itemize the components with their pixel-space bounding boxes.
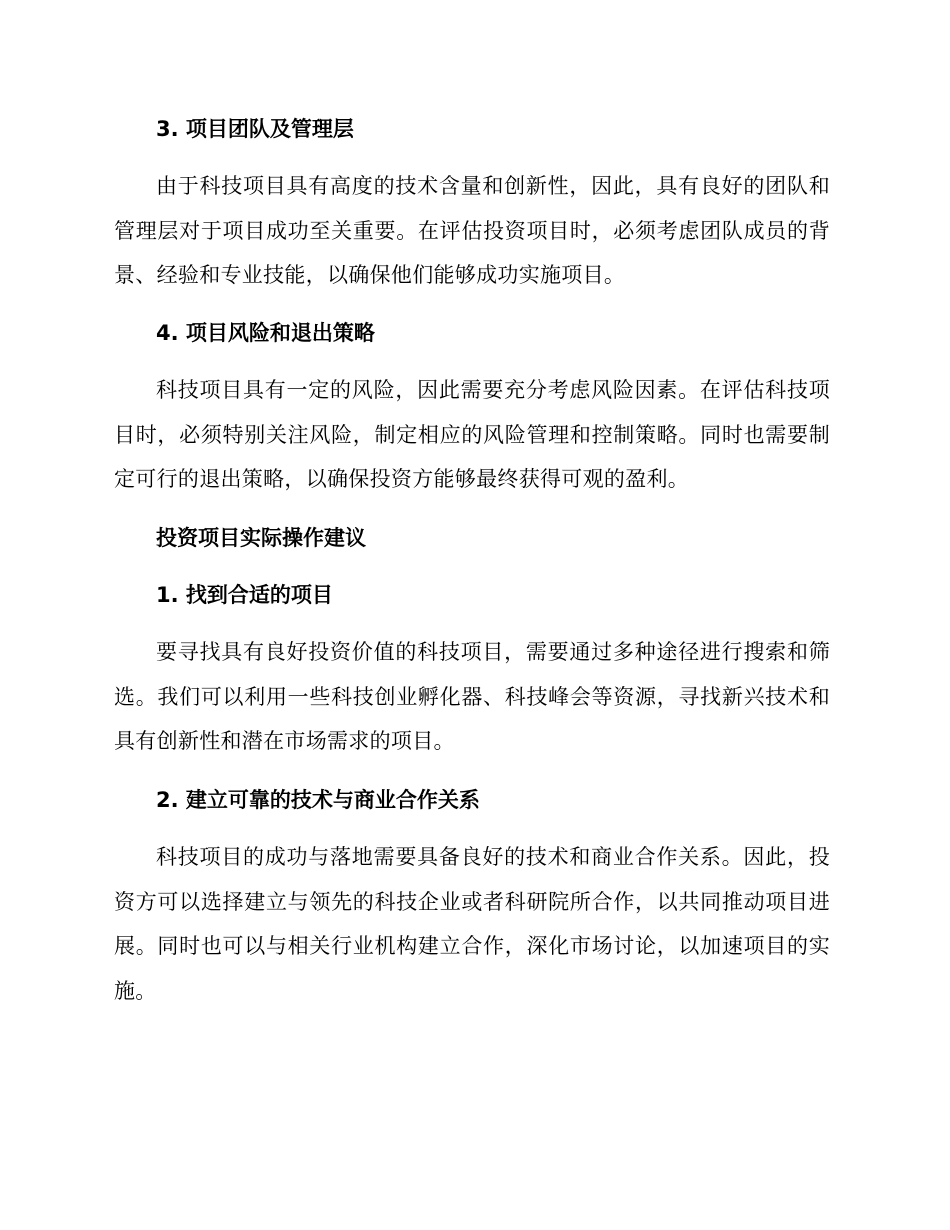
- paragraph-partnership: 科技项目的成功与落地需要具备良好的技术和商业合作关系。因此，投资方可以选择建立与领先的科技企业或者科研院所合作，以共同推动项目进展。同时也可以与相关行业机构建立合作，深化市场讨论，以加速项目的实施。: [114, 845, 830, 1003]
- section-heading-find-project: 1. 找到合适的项目: [156, 583, 333, 607]
- section-heading-team: 3. 项目团队及管理层: [156, 117, 354, 141]
- section-heading-advice: 投资项目实际操作建议: [156, 526, 366, 550]
- section-heading-risk: 4. 项目风险和退出策略: [156, 321, 375, 345]
- section-heading-partnership: 2. 建立可靠的技术与商业合作关系: [156, 788, 480, 812]
- paragraph-team: 由于科技项目具有高度的技术含量和创新性，因此，具有良好的团队和管理层对于项目成功至关重要。在评估投资项目时，必须考虑团队成员的背景、经验和专业技能，以确保他们能够成功实施项目。: [114, 174, 830, 287]
- paragraph-find-project: 要寻找具有良好投资价值的科技项目，需要通过多种途径进行搜索和筛选。我们可以利用一些科技创业孵化器、科技峰会等资源，寻找新兴技术和具有创新性和潜在市场需求的项目。: [114, 640, 830, 753]
- paragraph-risk: 科技项目具有一定的风险，因此需要充分考虑风险因素。在评估科技项目时，必须特别关注风险，制定相应的风险管理和控制策略。同时也需要制定可行的退出策略，以确保投资方能够最终获得可观的盈利。: [114, 378, 830, 491]
